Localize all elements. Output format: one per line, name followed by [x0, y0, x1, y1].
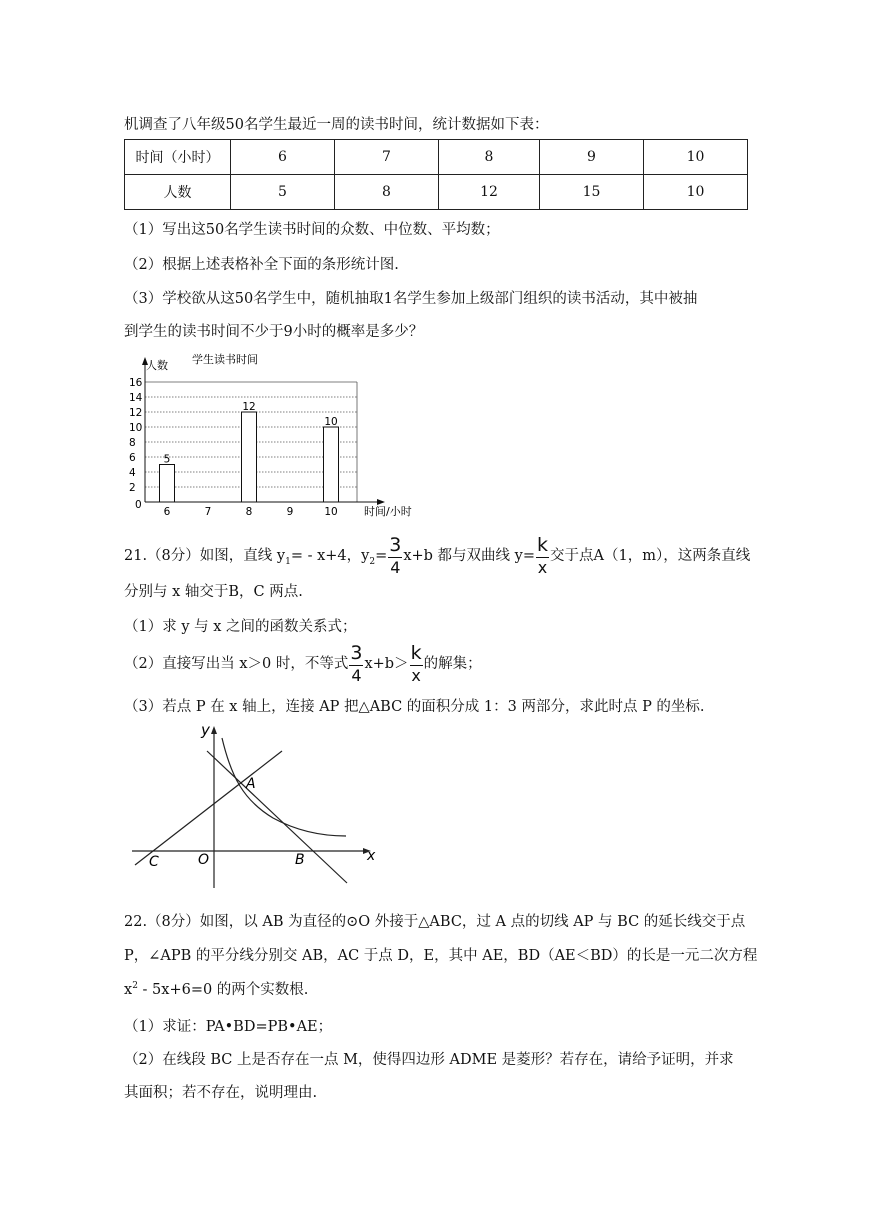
y-tick-label: 8 [129, 437, 136, 449]
q21-statement-line2: 分别与 x 轴交于B，C 两点. [124, 584, 303, 600]
table-row [125, 175, 748, 210]
q22-text: x [124, 982, 133, 998]
line-y2 [135, 751, 282, 865]
q22-part2-line1: （2）在线段 BC 上是否存在一点 M，使得四边形 ADME 是菱形？若存在，请给予证明，并求 [124, 1052, 734, 1068]
q20-part2: （2）根据上述表格补全下面的条形统计图. [124, 257, 399, 273]
q21-part3: （3）若点 P 在 x 轴上，连接 AP 把△ABC 的面积分成 1：3 两部分，求此时点 P 的坐标. [124, 699, 705, 715]
chart-x-ticks [164, 506, 338, 518]
q21-text: x+b 都与双曲线 y= [403, 548, 535, 564]
graph-label-b: B [295, 852, 305, 868]
chart-bar [242, 412, 257, 502]
fraction [410, 644, 423, 684]
y-tick-label: 16 [129, 377, 143, 389]
x-tick-label: 9 [286, 506, 294, 518]
q22-statement-line3 [124, 978, 308, 999]
fraction [349, 644, 363, 684]
fraction [536, 536, 549, 576]
q22-sup: 2 [132, 981, 138, 992]
table-cell: 10 [644, 140, 748, 175]
function-graph [125, 718, 385, 893]
fraction [388, 536, 402, 576]
q22-part1: （1）求证：PA•BD=PB•AE； [124, 1019, 333, 1035]
table-row [125, 140, 748, 175]
y-tick-label: 2 [129, 482, 136, 494]
y-tick-label: 14 [129, 392, 143, 404]
bar-data-label: 5 [163, 453, 171, 466]
x-tick-label: 10 [324, 506, 338, 518]
chart-xlabel: 时间/小时 [364, 505, 412, 518]
fraction-numerator: k [537, 534, 549, 556]
q21-text: 交于点A（1，m），这两条直线 [550, 548, 751, 564]
x-tick-label: 6 [163, 506, 171, 518]
x-tick-label: 8 [245, 506, 253, 518]
chart-ylabel: 人数 [146, 359, 168, 372]
chart-bar [324, 427, 339, 502]
q22-statement-line1: 22.（8分）如图，以 AB 为直径的⊙O 外接于△ABC，过 A 点的切线 AP 与 BC 的延长线交于点 [124, 914, 746, 930]
graph-label-x: x [367, 848, 376, 864]
q22-statement-line2: P，∠APB 的平分线分别交 AB，AC 于点 D，E，其中 AE，BD（AE＜BD）的长是一元二次方程 [124, 948, 758, 964]
bar-chart [120, 352, 412, 524]
q21-part1: （1）求 y 与 x 之间的函数关系式； [124, 619, 357, 635]
fraction-denominator: x [411, 666, 421, 685]
table-cell: 15 [540, 175, 644, 210]
table-cell: 9 [540, 140, 644, 175]
table-cell: 10 [644, 175, 748, 210]
fraction-denominator: x [537, 558, 548, 577]
chart-title: 学生读书时间 [192, 353, 258, 366]
chart-bars [160, 401, 339, 502]
table-cell: 6 [231, 140, 335, 175]
line-y1 [207, 751, 347, 883]
y-tick-label: 6 [129, 452, 136, 464]
q20-part3-line2: 到学生的读书时间不少于9小时的概率是多少？ [124, 324, 424, 340]
graph-label-a: A [246, 776, 256, 792]
q21-text: x+b＞ [364, 656, 409, 672]
table-cell: 5 [231, 175, 335, 210]
q21-text: 的解集； [423, 656, 482, 672]
data-table [124, 139, 748, 210]
table-cell: 7 [335, 140, 439, 175]
q21-text: （2）直接写出当 x＞0 时，不等式 [124, 656, 349, 672]
y-axis-arrow [211, 726, 217, 734]
chart-y-ticks [129, 377, 143, 511]
table-header-cell: 人数 [125, 175, 231, 210]
table-cell: 8 [335, 175, 439, 210]
q20-part1: （1）写出这50名学生读书时间的众数、中位数、平均数； [124, 222, 500, 238]
y-tick-label: 12 [129, 407, 143, 419]
q21-text: 21.（8分）如图，直线 y [124, 548, 286, 564]
hyperbola-curve [222, 738, 346, 836]
intro-text: 机调查了八年级50名学生最近一周的读书时间，统计数据如下表： [124, 117, 549, 133]
fraction-numerator: 3 [389, 534, 402, 556]
q22-text: - 5x+6=0 的两个实数根. [137, 982, 309, 998]
y-tick-label: 0 [135, 499, 142, 511]
table-header-cell: 时间（小时） [125, 140, 231, 175]
fraction-denominator: 4 [390, 558, 401, 577]
fraction-denominator: 4 [351, 666, 362, 685]
table-cell: 12 [439, 175, 540, 210]
bar-data-label: 12 [242, 401, 256, 413]
fraction-numerator: k [410, 642, 422, 664]
q21-text: = - x+4，y [290, 548, 370, 564]
q22-part2-line2: 其面积；若不存在，说明理由. [124, 1085, 318, 1101]
fraction-numerator: 3 [350, 642, 363, 664]
q21-statement-line1 [124, 536, 750, 576]
y-tick-label: 10 [129, 422, 143, 434]
table-cell: 8 [439, 140, 540, 175]
q20-part3-line1: （3）学校欲从这50名学生中，随机抽取1名学生参加上级部门组织的读书活动，其中被抽 [124, 291, 698, 307]
chart-bar [160, 465, 175, 503]
q21-part2 [124, 644, 482, 684]
q21-sub: 2 [369, 556, 376, 567]
q21-sub: 1 [285, 556, 291, 567]
graph-label-y: y [201, 721, 210, 739]
graph-label-o: O [198, 852, 210, 868]
graph-label-c: C [149, 854, 159, 870]
x-tick-label: 7 [204, 506, 212, 518]
q21-text: = [375, 548, 388, 564]
bar-data-label: 10 [324, 416, 338, 428]
y-tick-label: 4 [129, 467, 136, 479]
